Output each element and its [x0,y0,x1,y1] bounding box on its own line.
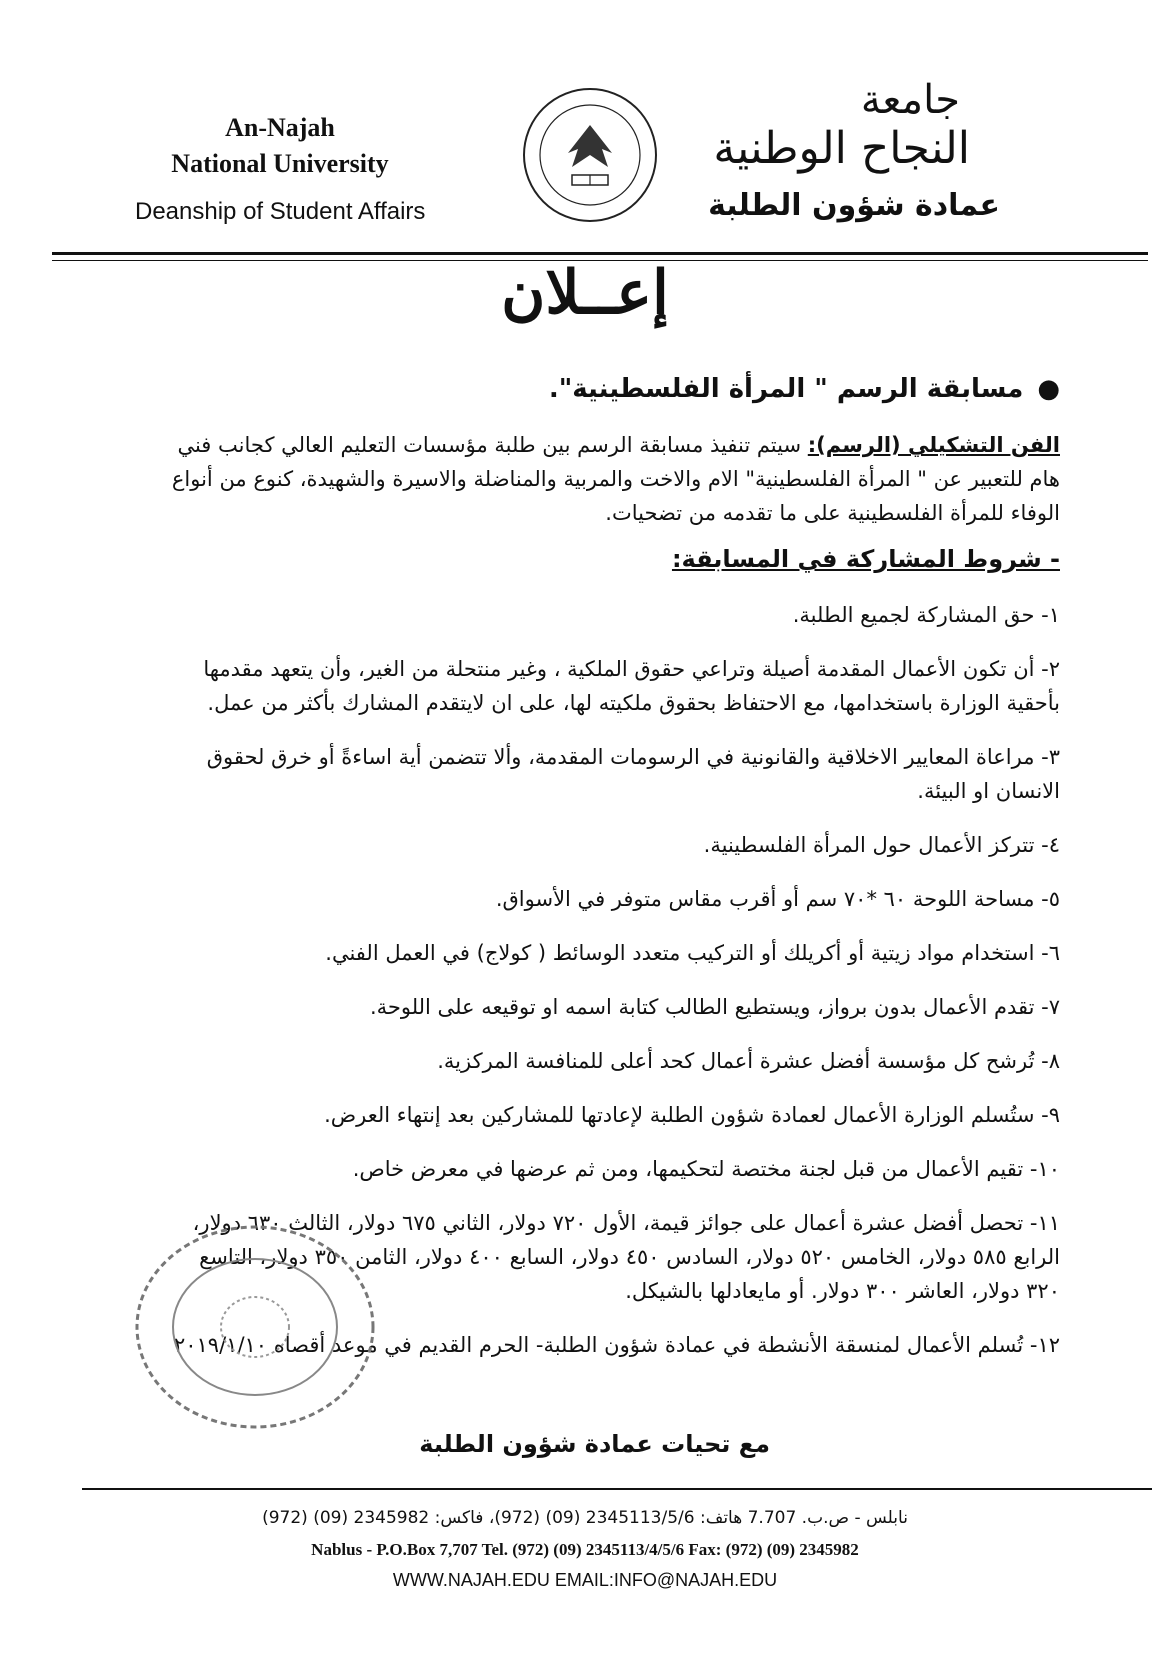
list-item: ٤- تتركز الأعمال حول المرأة الفلسطينية. [703,833,1060,857]
arabic-university-name-line2: النجاح الوطنية [713,123,970,174]
university-seal [520,85,660,225]
list-item: ٢- أن تكون الأعمال المقدمة أصيلة وتراعي حقوق الملكية ، وغير منتحلة من الغير، وأن يتعهد مقدمها بأحقية الوزارة باستخدامها، مع الاحتفاظ بحقوق ملكيته لها، على ان لايتقدم المشارك بأكثر من عمل. [203,657,1060,715]
intro-text: سيتم تنفيذ مسابقة الرسم بين طلبة مؤسسات التعليم العالي كجانب فني هام للتعبير عن " المرأة الفلسطينية" الام والاخت والمربية والمناضلة والاسيرة والشهيدة، كنوع من أنواع الوفاء للمرأة الفلسطينية على ما تقدمه من تضحيات. [171,433,1060,525]
english-department: Deanship of Student Affairs [135,198,426,225]
english-name-line1: An-Najah [225,113,335,142]
competition-heading [160,372,1060,406]
conditions-heading: - شروط المشاركة في المسابقة: [671,545,1060,573]
english-university-name [130,110,430,182]
list-item: ٩- ستُسلم الوزارة الأعمال لعمادة شؤون الطلبة لإعادتها للمشاركين بعد إنتهاء العرض. [324,1103,1060,1127]
list-item: ٦- استخدام مواد زيتية أو أكريلك أو التركيب متعدد الوسائط ( كولاج) في العمل الفني. [325,941,1060,965]
list-item: ١٢- تُسلم الأعمال لمنسقة الأنشطة في عمادة شؤون الطلبة- الحرم القديم في موعد أقصاه ٢٠١٩/١/١٠ [173,1333,1060,1357]
arabic-university-name-line1: جامعة [860,77,960,123]
list-item: ١- حق المشاركة لجميع الطلبة. [792,603,1060,627]
announcement-title: إعــلان [501,258,669,328]
intro-paragraph [160,428,1060,530]
list-item: ٣- مراعاة المعايير الاخلاقية والقانونية في الرسومات المقدمة، وألا تتضمن أية اساءةً أو خرق لحقوق الانسان او البيئة. [206,745,1060,803]
list-item: ١٠- تقيم الأعمال من قبل لجنة مختصة لتحكيمها، ومن ثم عرضها في معرض خاص. [352,1157,1060,1181]
footer-divider [82,1488,1152,1490]
list-item: ٥- مساحة اللوحة ٦٠ *٧٠ سم أو أقرب مقاس متوفر في الأسواق. [495,887,1060,911]
bullet-icon: ● [1037,374,1060,404]
list-item: ٨- تُرشح كل مؤسسة أفضل عشرة أعمال كحد أعلى للمنافسة المركزية. [437,1049,1060,1073]
header-divider-thick [52,252,1148,255]
footer-english-address: Nablus - P.O.Box 7,707 Tel. (972) (09) 2345113/4/5/6 Fax: (972) (09) 2345982 [311,1540,859,1559]
deanship-stamp [130,1220,380,1435]
arabic-department: عمادة شؤون الطلبة [708,188,1000,223]
list-item: ٧- تقدم الأعمال بدون برواز، ويستطيع الطالب كتابة اسمه او توقيعه على اللوحة. [369,995,1060,1019]
list-item: ١١- تحصل أفضل عشرة أعمال على جوائز قيمة، الأول ٧٢٠ دولار، الثاني ٦٧٥ دولار، الثالث ٦٣٠ دولار، الرابع ٥٨٥ دولار، الخامس ٥٢٠ دولار، السادس ٤٥٠ دولار، السابع ٤٠٠ دولار، الثامن ٣٥٠ دولار، التاسع ٣٢٠ دولار، العاشر ٣٠٠ دولار. أو مايعادلها بالشيكل. [192,1211,1060,1303]
english-name-line2: National University [171,149,389,178]
intro-lead: الفن التشكيلي (الرسم): [807,433,1060,457]
competition-heading-text: مسابقة الرسم " المرأة الفلسطينية". [548,374,1024,404]
closing-greeting: مع تحيات عمادة شؤون الطلبة [419,1430,770,1458]
footer-arabic-address: نابلس - ص.ب. 7.707 هاتف: 2345113/5/6 (09) (972)، فاكس: 2345982 (09) (972) [262,1508,908,1528]
footer-web-email: WWW.NAJAH.EDU EMAIL:INFO@NAJAH.EDU [392,1570,778,1590]
